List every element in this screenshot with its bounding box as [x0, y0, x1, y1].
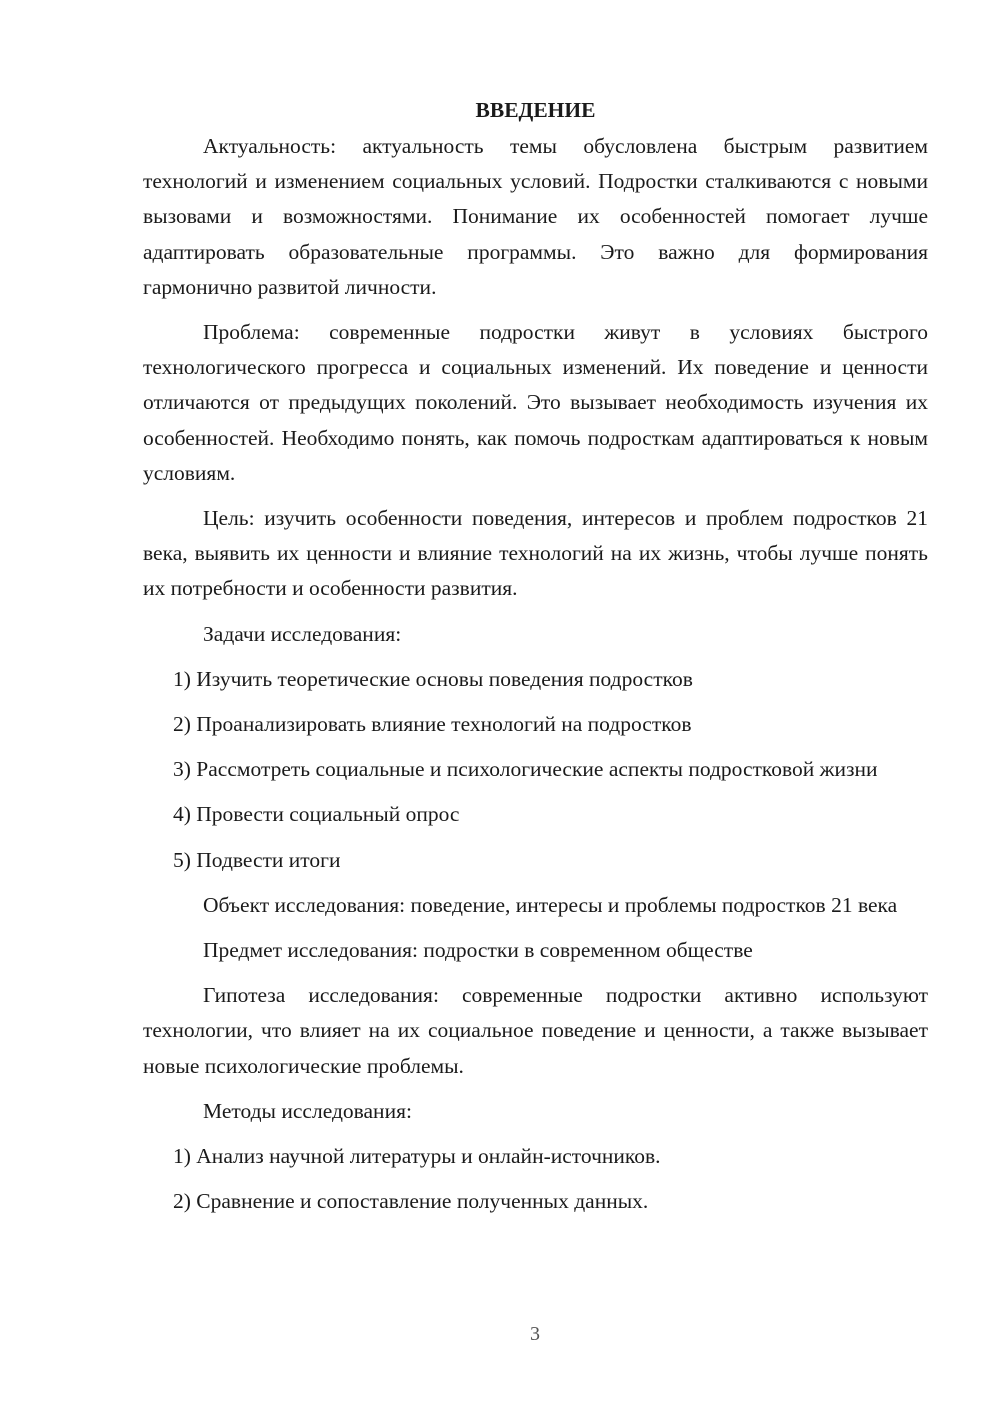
page-number: 3	[530, 1323, 540, 1345]
relevance-paragraph: Актуальность: актуальность темы обусловлена быстрым развитием технологий и изменением социальных условий. Подростки сталкиваются с новыми вызовами и возможностями. Понимание их особенностей помогает лучше адаптировать образовательные программы. Это важно для формирования гармонично развитой личности.	[143, 134, 928, 299]
task-item-4: 4) Провести социальный опрос	[173, 802, 460, 827]
page-heading: ВВЕДЕНИЕ	[475, 98, 596, 122]
goal-paragraph: Цель: изучить особенности поведения, интересов и проблем подростков 21 века, выявить их ценности и влияние технологий на их жизнь, чтобы лучше понять их потребности и особенности развития.	[143, 506, 928, 601]
task-item-1: 1) Изучить теоретические основы поведения подростков	[173, 666, 693, 691]
methods-title: Методы исследования:	[203, 1098, 412, 1123]
problem-paragraph: Проблема: современные подростки живут в условиях быстрого технологического прогресса и социальных изменений. Их поведение и ценности отличаются от предыдущих поколений. Это вызывает необходимость изучения их особенностей. Необходимо понять, как помочь подросткам адаптироваться к новым условиям.	[143, 320, 928, 485]
tasks-title: Задачи исследования:	[203, 621, 402, 646]
document-page	[143, 92, 928, 1229]
object-paragraph: Объект исследования: поведение, интересы и проблемы подростков 21 века	[203, 892, 898, 917]
hypothesis-paragraph: Гипотеза исследования: современные подростки активно используют технологии, что влияет на их социальное поведение и ценности, а также вызывает новые психологические проблемы.	[143, 983, 928, 1078]
method-item-2: 2) Сравнение и сопоставление полученных данных.	[173, 1189, 649, 1214]
subject-paragraph: Предмет исследования: подростки в современном обществе	[203, 938, 753, 963]
task-item-2: 2) Проанализировать влияние технологий на подростков	[173, 712, 692, 737]
task-item-5: 5) Подвести итоги	[173, 847, 341, 872]
method-item-1: 1) Анализ научной литературы и онлайн-источников.	[173, 1144, 661, 1169]
task-item-3: 3) Рассмотреть социальные и психологические аспекты подростковой жизни	[173, 757, 878, 782]
